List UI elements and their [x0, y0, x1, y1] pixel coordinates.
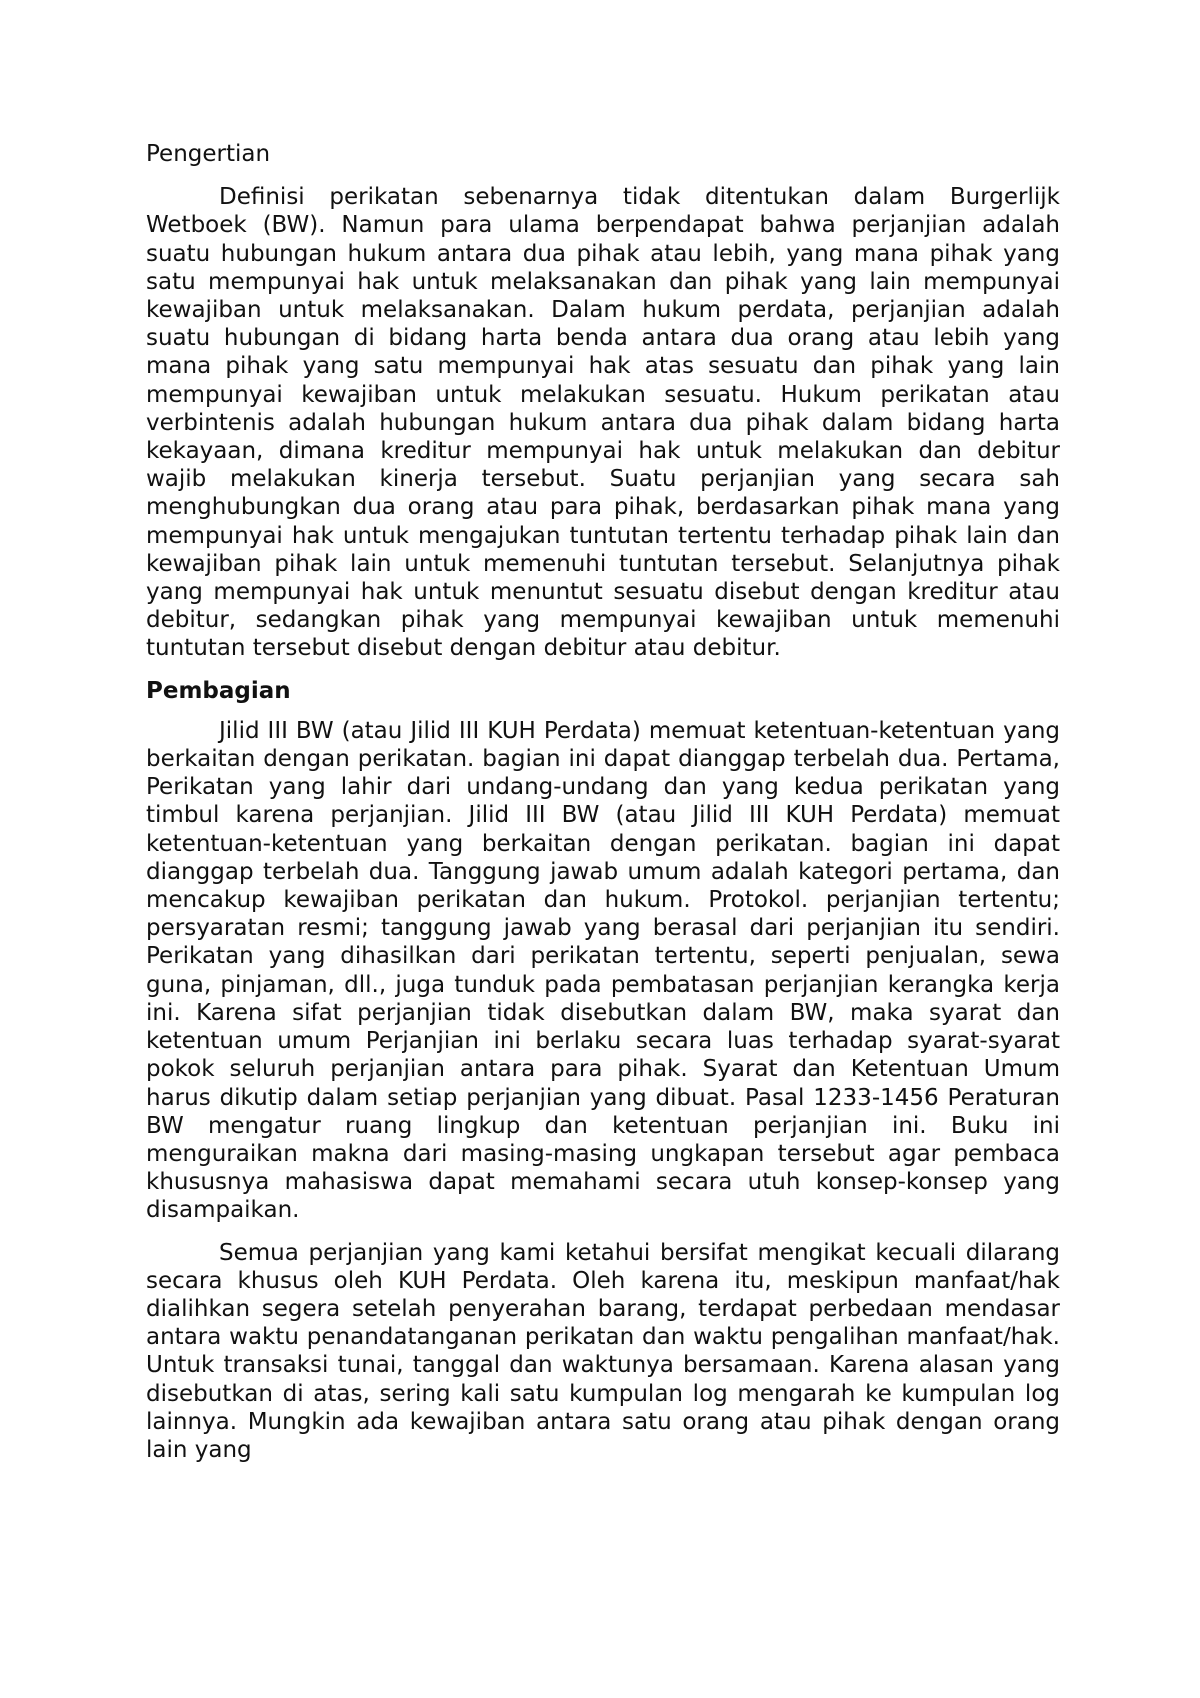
- section-heading-pengertian: Pengertian: [146, 141, 271, 167]
- section-heading-pembagian: Pembagian: [146, 677, 291, 704]
- paragraph-jilid-iii: Jilid III BW (atau Jilid III KUH Perdata) memuat ketentuan-ketentuan yang berkaitan dengan perikatan. bagian ini dapat dianggap terbelah dua. Pertama, Perikatan yang lahir dari undang-undang dan yang kedua perikatan yang timbul karena perjanjian. Jilid III BW (atau Jilid III KUH Perdata) memuat ketentuan-ketentuan yang berkaitan dengan perikatan. bagian ini dapat dianggap terbelah dua. Tanggung jawab umum adalah kategori pertama, dan mencakup kewajiban perikatan dan hukum. Protokol. perjanjian tertentu; persyaratan resmi; tanggung jawab yang berasal dari perjanjian itu sendiri. Perikatan yang dihasilkan dari perikatan tertentu, seperti penjualan, sewa guna, pinjaman, dll., juga tunduk pada pembatasan perjanjian kerangka kerja ini. Karena sifat perjanjian tidak disebutkan dalam BW, maka syarat dan ketentuan umum Perjanjian ini berlaku secara luas terhadap syarat-syarat pokok seluruh perjanjian antara para pihak. Syarat dan Ketentuan Umum harus dikutip dalam setiap perjanjian yang dibuat. Pasal 1233-1456 Peraturan BW mengatur ruang lingkup dan ketentuan perjanjian ini. Buku ini menguraikan makna dari masing-masing ungkapan tersebut agar pembaca khususnya mahasiswa dapat memahami secara utuh konsep-konsep yang disampaikan.: [146, 717, 1060, 1224]
- document-page: [146, 140, 1060, 1478]
- paragraph-semua-perjanjian: Semua perjanjian yang kami ketahui bersifat mengikat kecuali dilarang secara khusus oleh KUH Perdata. Oleh karena itu, meskipun manfaat/hak dialihkan segera setelah penyerahan barang, terdapat perbedaan mendasar antara waktu penandatanganan perikatan dan waktu pengalihan manfaat/hak. Untuk transaksi tunai, tanggal dan waktunya bersamaan. Karena alasan yang disebutkan di atas, sering kali satu kumpulan log mengarah ke kumpulan log lainnya. Mungkin ada kewajiban antara satu orang atau pihak dengan orang lain yang: [146, 1239, 1060, 1463]
- paragraph-definisi: Definisi perikatan sebenarnya tidak ditentukan dalam Burgerlijk Wetboek (BW). Namun para ulama berpendapat bahwa perjanjian adalah suatu hubungan hukum antara dua pihak atau lebih, yang mana pihak yang satu mempunyai hak untuk melaksanakan dan pihak yang lain mempunyai kewajiban untuk melaksanakan. Dalam hukum perdata, perjanjian adalah suatu hubungan di bidang harta benda antara dua orang atau lebih yang mana pihak yang satu mempunyai hak atas sesuatu dan pihak yang lain mempunyai kewajiban untuk melakukan sesuatu. Hukum perikatan atau verbintenis adalah hubungan hukum antara dua pihak dalam bidang harta kekayaan, dimana kreditur mempunyai hak untuk melakukan dan debitur wajib melakukan kinerja tersebut. Suatu perjanjian yang secara sah menghubungkan dua orang atau para pihak, berdasarkan pihak mana yang mempunyai hak untuk mengajukan tuntutan tertentu terhadap pihak lain dan kewajiban pihak lain untuk memenuhi tuntutan tersebut. Selanjutnya pihak yang mempunyai hak untuk menuntut sesuatu disebut dengan kreditur atau debitur, sedangkan pihak yang mempunyai kewajiban untuk memenuhi tuntutan tersebut disebut dengan debitur atau debitur.: [146, 184, 1060, 662]
